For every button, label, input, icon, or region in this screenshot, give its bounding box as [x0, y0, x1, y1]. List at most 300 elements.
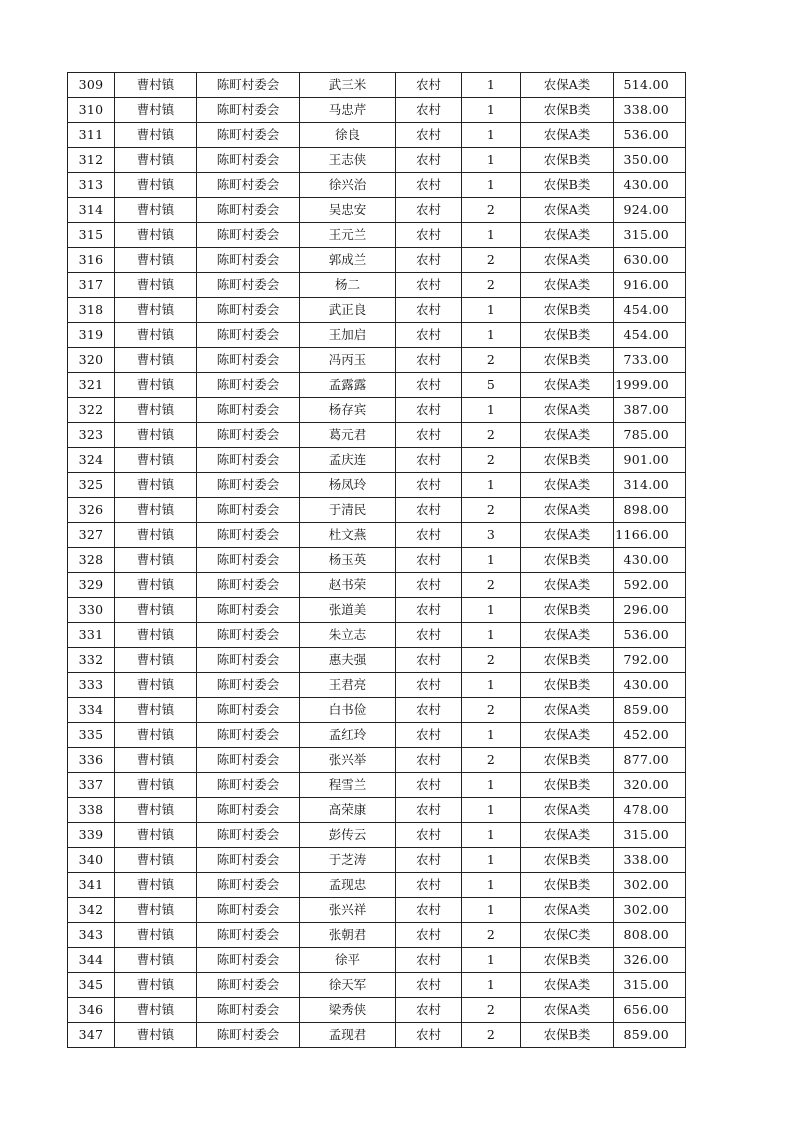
family-size-cell: 1	[462, 798, 521, 823]
amount-cell: 454.00	[614, 323, 686, 348]
household-type-cell: 农村	[396, 1023, 462, 1048]
amount-cell: 452.00	[614, 723, 686, 748]
amount-cell: 315.00	[614, 223, 686, 248]
household-type-cell: 农村	[396, 298, 462, 323]
insurance-category-cell: 农保B类	[521, 773, 614, 798]
insurance-category-cell: 农保A类	[521, 523, 614, 548]
town-cell: 曹村镇	[115, 123, 197, 148]
village-committee-cell: 陈町村委会	[197, 73, 300, 98]
amount-cell: 656.00	[614, 998, 686, 1023]
village-committee-cell: 陈町村委会	[197, 623, 300, 648]
insurance-category-cell: 农保A类	[521, 898, 614, 923]
table-row	[68, 648, 686, 673]
village-committee-cell: 陈町村委会	[197, 123, 300, 148]
town-cell: 曹村镇	[115, 973, 197, 998]
name-cell: 徐良	[300, 123, 396, 148]
household-type-cell: 农村	[396, 973, 462, 998]
household-type-cell: 农村	[396, 198, 462, 223]
table-row	[68, 798, 686, 823]
village-committee-cell: 陈町村委会	[197, 398, 300, 423]
insurance-category-cell: 农保B类	[521, 173, 614, 198]
table-row	[68, 73, 686, 98]
amount-cell: 430.00	[614, 173, 686, 198]
row-number: 310	[68, 98, 115, 123]
table-row	[68, 498, 686, 523]
name-cell: 彭传云	[300, 823, 396, 848]
amount-cell: 536.00	[614, 123, 686, 148]
family-size-cell: 2	[462, 248, 521, 273]
row-number: 341	[68, 873, 115, 898]
insurance-category-cell: 农保A类	[521, 198, 614, 223]
insurance-category-cell: 农保A类	[521, 398, 614, 423]
row-number: 318	[68, 298, 115, 323]
family-size-cell: 2	[462, 748, 521, 773]
row-number: 336	[68, 748, 115, 773]
table-row	[68, 848, 686, 873]
amount-cell: 478.00	[614, 798, 686, 823]
family-size-cell: 2	[462, 198, 521, 223]
table-row	[68, 223, 686, 248]
row-number: 332	[68, 648, 115, 673]
town-cell: 曹村镇	[115, 673, 197, 698]
name-cell: 白书俭	[300, 698, 396, 723]
amount-cell: 430.00	[614, 548, 686, 573]
village-committee-cell: 陈町村委会	[197, 698, 300, 723]
amount-cell: 859.00	[614, 698, 686, 723]
town-cell: 曹村镇	[115, 148, 197, 173]
household-type-cell: 农村	[396, 923, 462, 948]
name-cell: 杨玉英	[300, 548, 396, 573]
row-number: 330	[68, 598, 115, 623]
name-cell: 武正良	[300, 298, 396, 323]
household-type-cell: 农村	[396, 248, 462, 273]
name-cell: 武三米	[300, 73, 396, 98]
family-size-cell: 1	[462, 623, 521, 648]
row-number: 325	[68, 473, 115, 498]
insurance-category-cell: 农保B类	[521, 648, 614, 673]
table-row	[68, 673, 686, 698]
amount-cell: 454.00	[614, 298, 686, 323]
table-row	[68, 998, 686, 1023]
village-committee-cell: 陈町村委会	[197, 548, 300, 573]
row-number: 340	[68, 848, 115, 873]
name-cell: 吴忠安	[300, 198, 396, 223]
village-committee-cell: 陈町村委会	[197, 748, 300, 773]
family-size-cell: 2	[462, 423, 521, 448]
insurance-category-cell: 农保B类	[521, 598, 614, 623]
family-size-cell: 2	[462, 1023, 521, 1048]
name-cell: 王志侠	[300, 148, 396, 173]
name-cell: 杨凤玲	[300, 473, 396, 498]
insurance-category-cell: 农保A类	[521, 273, 614, 298]
table-row	[68, 323, 686, 348]
row-number: 321	[68, 373, 115, 398]
household-type-cell: 农村	[396, 148, 462, 173]
amount-cell: 592.00	[614, 573, 686, 598]
name-cell: 葛元君	[300, 423, 396, 448]
row-number: 314	[68, 198, 115, 223]
row-number: 309	[68, 73, 115, 98]
village-committee-cell: 陈町村委会	[197, 348, 300, 373]
insurance-category-cell: 农保C类	[521, 923, 614, 948]
family-size-cell: 2	[462, 273, 521, 298]
family-size-cell: 1	[462, 723, 521, 748]
insurance-category-cell: 农保B类	[521, 873, 614, 898]
row-number: 337	[68, 773, 115, 798]
name-cell: 马忠芹	[300, 98, 396, 123]
name-cell: 孟现忠	[300, 873, 396, 898]
row-number: 335	[68, 723, 115, 748]
insurance-category-cell: 农保A类	[521, 823, 614, 848]
insurance-category-cell: 农保A类	[521, 473, 614, 498]
row-number: 322	[68, 398, 115, 423]
amount-cell: 901.00	[614, 448, 686, 473]
insurance-category-cell: 农保B类	[521, 673, 614, 698]
town-cell: 曹村镇	[115, 948, 197, 973]
town-cell: 曹村镇	[115, 998, 197, 1023]
amount-cell: 338.00	[614, 98, 686, 123]
name-cell: 冯丙玉	[300, 348, 396, 373]
row-number: 339	[68, 823, 115, 848]
insurance-category-cell: 农保A类	[521, 998, 614, 1023]
amount-cell: 1999.00	[614, 373, 686, 398]
amount-cell: 430.00	[614, 673, 686, 698]
row-number: 331	[68, 623, 115, 648]
amount-cell: 338.00	[614, 848, 686, 873]
village-committee-cell: 陈町村委会	[197, 373, 300, 398]
family-size-cell: 3	[462, 523, 521, 548]
village-committee-cell: 陈町村委会	[197, 498, 300, 523]
village-committee-cell: 陈町村委会	[197, 798, 300, 823]
town-cell: 曹村镇	[115, 523, 197, 548]
household-type-cell: 农村	[396, 473, 462, 498]
table-row	[68, 973, 686, 998]
table-row	[68, 523, 686, 548]
row-number: 344	[68, 948, 115, 973]
town-cell: 曹村镇	[115, 1023, 197, 1048]
household-type-cell: 农村	[396, 573, 462, 598]
name-cell: 高荣康	[300, 798, 396, 823]
village-committee-cell: 陈町村委会	[197, 1023, 300, 1048]
town-cell: 曹村镇	[115, 898, 197, 923]
table-row	[68, 698, 686, 723]
village-committee-cell: 陈町村委会	[197, 448, 300, 473]
town-cell: 曹村镇	[115, 798, 197, 823]
town-cell: 曹村镇	[115, 648, 197, 673]
insurance-category-cell: 农保B类	[521, 148, 614, 173]
household-type-cell: 农村	[396, 173, 462, 198]
table-row	[68, 198, 686, 223]
village-committee-cell: 陈町村委会	[197, 298, 300, 323]
household-type-cell: 农村	[396, 398, 462, 423]
name-cell: 徐平	[300, 948, 396, 973]
town-cell: 曹村镇	[115, 548, 197, 573]
row-number: 320	[68, 348, 115, 373]
village-committee-cell: 陈町村委会	[197, 248, 300, 273]
insurance-category-cell: 农保B类	[521, 448, 614, 473]
family-size-cell: 1	[462, 898, 521, 923]
town-cell: 曹村镇	[115, 498, 197, 523]
name-cell: 徐天军	[300, 973, 396, 998]
household-type-cell: 农村	[396, 223, 462, 248]
amount-cell: 314.00	[614, 473, 686, 498]
family-size-cell: 2	[462, 348, 521, 373]
row-number: 338	[68, 798, 115, 823]
town-cell: 曹村镇	[115, 723, 197, 748]
household-type-cell: 农村	[396, 873, 462, 898]
table-row	[68, 123, 686, 148]
table-row	[68, 723, 686, 748]
town-cell: 曹村镇	[115, 473, 197, 498]
row-number: 324	[68, 448, 115, 473]
name-cell: 王加启	[300, 323, 396, 348]
name-cell: 徐兴治	[300, 173, 396, 198]
insurance-category-cell: 农保A类	[521, 698, 614, 723]
amount-cell: 350.00	[614, 148, 686, 173]
family-size-cell: 2	[462, 498, 521, 523]
name-cell: 杜文燕	[300, 523, 396, 548]
table-row	[68, 948, 686, 973]
row-number: 347	[68, 1023, 115, 1048]
town-cell: 曹村镇	[115, 173, 197, 198]
town-cell: 曹村镇	[115, 273, 197, 298]
family-size-cell: 1	[462, 973, 521, 998]
village-committee-cell: 陈町村委会	[197, 973, 300, 998]
insurance-category-cell: 农保B类	[521, 323, 614, 348]
row-number: 323	[68, 423, 115, 448]
amount-cell: 808.00	[614, 923, 686, 948]
household-type-cell: 农村	[396, 898, 462, 923]
village-committee-cell: 陈町村委会	[197, 998, 300, 1023]
village-committee-cell: 陈町村委会	[197, 473, 300, 498]
household-type-cell: 农村	[396, 848, 462, 873]
town-cell: 曹村镇	[115, 248, 197, 273]
table-row	[68, 748, 686, 773]
insurance-category-cell: 农保B类	[521, 848, 614, 873]
name-cell: 于清民	[300, 498, 396, 523]
family-size-cell: 1	[462, 173, 521, 198]
amount-cell: 302.00	[614, 898, 686, 923]
household-type-cell: 农村	[396, 823, 462, 848]
town-cell: 曹村镇	[115, 848, 197, 873]
name-cell: 张兴举	[300, 748, 396, 773]
name-cell: 于芝涛	[300, 848, 396, 873]
family-size-cell: 1	[462, 398, 521, 423]
table-row	[68, 823, 686, 848]
village-committee-cell: 陈町村委会	[197, 823, 300, 848]
row-number: 313	[68, 173, 115, 198]
table-row	[68, 273, 686, 298]
amount-cell: 859.00	[614, 1023, 686, 1048]
family-size-cell: 2	[462, 698, 521, 723]
family-size-cell: 1	[462, 823, 521, 848]
household-type-cell: 农村	[396, 998, 462, 1023]
insurance-category-cell: 农保B类	[521, 948, 614, 973]
town-cell: 曹村镇	[115, 923, 197, 948]
insurance-category-cell: 农保A类	[521, 223, 614, 248]
row-number: 311	[68, 123, 115, 148]
amount-cell: 302.00	[614, 873, 686, 898]
family-size-cell: 1	[462, 148, 521, 173]
name-cell: 张兴祥	[300, 898, 396, 923]
family-size-cell: 1	[462, 598, 521, 623]
family-size-cell: 2	[462, 448, 521, 473]
amount-cell: 898.00	[614, 498, 686, 523]
row-number: 342	[68, 898, 115, 923]
village-committee-cell: 陈町村委会	[197, 573, 300, 598]
name-cell: 王元兰	[300, 223, 396, 248]
amount-cell: 733.00	[614, 348, 686, 373]
insurance-category-cell: 农保B类	[521, 348, 614, 373]
insurance-category-cell: 农保B类	[521, 1023, 614, 1048]
town-cell: 曹村镇	[115, 598, 197, 623]
table-row	[68, 623, 686, 648]
town-cell: 曹村镇	[115, 373, 197, 398]
name-cell: 赵书荣	[300, 573, 396, 598]
town-cell: 曹村镇	[115, 698, 197, 723]
amount-cell: 514.00	[614, 73, 686, 98]
name-cell: 孟露露	[300, 373, 396, 398]
row-number: 328	[68, 548, 115, 573]
amount-cell: 916.00	[614, 273, 686, 298]
row-number: 334	[68, 698, 115, 723]
village-committee-cell: 陈町村委会	[197, 98, 300, 123]
insurance-category-cell: 农保A类	[521, 73, 614, 98]
table-row	[68, 548, 686, 573]
amount-cell: 536.00	[614, 623, 686, 648]
family-size-cell: 1	[462, 773, 521, 798]
village-committee-cell: 陈町村委会	[197, 873, 300, 898]
town-cell: 曹村镇	[115, 323, 197, 348]
name-cell: 张道美	[300, 598, 396, 623]
village-committee-cell: 陈町村委会	[197, 648, 300, 673]
village-committee-cell: 陈町村委会	[197, 948, 300, 973]
village-committee-cell: 陈町村委会	[197, 773, 300, 798]
amount-cell: 785.00	[614, 423, 686, 448]
family-size-cell: 2	[462, 648, 521, 673]
household-type-cell: 农村	[396, 348, 462, 373]
household-type-cell: 农村	[396, 423, 462, 448]
family-size-cell: 1	[462, 123, 521, 148]
table-row	[68, 423, 686, 448]
table-row	[68, 773, 686, 798]
row-number: 315	[68, 223, 115, 248]
amount-cell: 877.00	[614, 748, 686, 773]
family-size-cell: 1	[462, 323, 521, 348]
name-cell: 孟红玲	[300, 723, 396, 748]
village-committee-cell: 陈町村委会	[197, 423, 300, 448]
table-row	[68, 898, 686, 923]
village-committee-cell: 陈町村委会	[197, 923, 300, 948]
household-type-cell: 农村	[396, 123, 462, 148]
row-number: 345	[68, 973, 115, 998]
insurance-category-cell: 农保A类	[521, 423, 614, 448]
family-size-cell: 1	[462, 73, 521, 98]
household-type-cell: 农村	[396, 98, 462, 123]
table-row	[68, 98, 686, 123]
village-committee-cell: 陈町村委会	[197, 198, 300, 223]
insurance-category-cell: 农保A类	[521, 623, 614, 648]
insurance-category-cell: 农保A类	[521, 248, 614, 273]
name-cell: 杨二	[300, 273, 396, 298]
table-row	[68, 473, 686, 498]
insurance-category-cell: 农保B类	[521, 298, 614, 323]
household-type-cell: 农村	[396, 623, 462, 648]
family-size-cell: 1	[462, 473, 521, 498]
village-committee-cell: 陈町村委会	[197, 173, 300, 198]
household-type-cell: 农村	[396, 748, 462, 773]
town-cell: 曹村镇	[115, 873, 197, 898]
name-cell: 孟现君	[300, 1023, 396, 1048]
amount-cell: 792.00	[614, 648, 686, 673]
name-cell: 张朝君	[300, 923, 396, 948]
amount-cell: 320.00	[614, 773, 686, 798]
table-row	[68, 1023, 686, 1048]
table-row	[68, 873, 686, 898]
table-row	[68, 448, 686, 473]
insurance-category-cell: 农保A类	[521, 123, 614, 148]
family-size-cell: 1	[462, 298, 521, 323]
town-cell: 曹村镇	[115, 223, 197, 248]
amount-cell: 296.00	[614, 598, 686, 623]
household-type-cell: 农村	[396, 548, 462, 573]
family-size-cell: 1	[462, 548, 521, 573]
row-number: 326	[68, 498, 115, 523]
amount-cell: 326.00	[614, 948, 686, 973]
household-type-cell: 农村	[396, 948, 462, 973]
table-row	[68, 598, 686, 623]
insurance-category-cell: 农保A类	[521, 573, 614, 598]
table-row	[68, 298, 686, 323]
family-size-cell: 1	[462, 673, 521, 698]
village-committee-cell: 陈町村委会	[197, 673, 300, 698]
household-type-cell: 农村	[396, 523, 462, 548]
village-committee-cell: 陈町村委会	[197, 598, 300, 623]
name-cell: 杨存宾	[300, 398, 396, 423]
family-size-cell: 5	[462, 373, 521, 398]
row-number: 316	[68, 248, 115, 273]
beneficiary-table	[67, 72, 686, 1048]
row-number: 327	[68, 523, 115, 548]
name-cell: 郭成兰	[300, 248, 396, 273]
household-type-cell: 农村	[396, 73, 462, 98]
table-row	[68, 348, 686, 373]
village-committee-cell: 陈町村委会	[197, 323, 300, 348]
amount-cell: 315.00	[614, 823, 686, 848]
family-size-cell: 2	[462, 998, 521, 1023]
table-row	[68, 923, 686, 948]
village-committee-cell: 陈町村委会	[197, 848, 300, 873]
insurance-category-cell: 农保B类	[521, 98, 614, 123]
town-cell: 曹村镇	[115, 298, 197, 323]
village-committee-cell: 陈町村委会	[197, 148, 300, 173]
household-type-cell: 农村	[396, 798, 462, 823]
row-number: 329	[68, 573, 115, 598]
row-number: 333	[68, 673, 115, 698]
town-cell: 曹村镇	[115, 398, 197, 423]
household-type-cell: 农村	[396, 448, 462, 473]
town-cell: 曹村镇	[115, 423, 197, 448]
town-cell: 曹村镇	[115, 823, 197, 848]
table-row	[68, 173, 686, 198]
row-number: 319	[68, 323, 115, 348]
village-committee-cell: 陈町村委会	[197, 223, 300, 248]
insurance-category-cell: 农保B类	[521, 748, 614, 773]
insurance-category-cell: 农保A类	[521, 498, 614, 523]
insurance-category-cell: 农保A类	[521, 973, 614, 998]
name-cell: 孟庆连	[300, 448, 396, 473]
row-number: 343	[68, 923, 115, 948]
